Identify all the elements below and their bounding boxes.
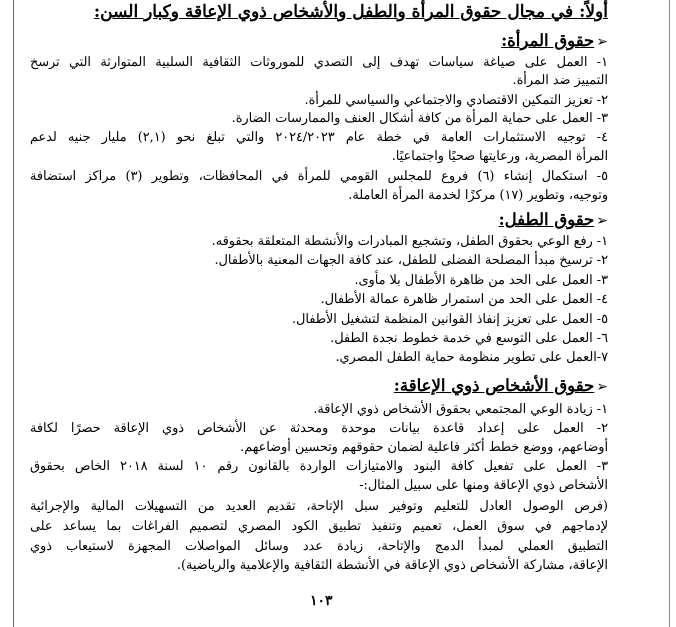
text-line: ١- زيادة الوعي المجتمعي بحقوق الأشخاص ذوي الإعاقة. <box>313 402 608 417</box>
text-line: ٦- العمل على التوسع في خدمة خطوط نجدة الطفل. <box>330 331 608 346</box>
text-line: ٤- العمل على الحد من استمرار ظاهرة عمالة الأطفال. <box>320 292 608 307</box>
text-line: ٥- استكمال إنشاء (٦) فروع للمجلس القومي للمرأة في المحافظات، وتطوير (٣) مراكز استضافة <box>30 169 608 184</box>
text-line: ٢- ترسيخ مبدأ المصلحة الفضلى للطفل، عند كافة الجهات المعنية بالأطفال. <box>214 253 608 268</box>
section-heading-text: حقوق الطفل: <box>498 210 595 229</box>
text-line: ٣- العمل على الحد من ظاهرة الأطفال بلا مأوى. <box>354 273 608 288</box>
arrow-bullet-icon: ➢ <box>596 379 608 395</box>
text-line: لإدماجهم في سوق العمل، تعميم وتنفيذ تطبيق الكود المصري لتصميم الفراغات بما يساعد على <box>30 519 608 534</box>
text-line: ٧-العمل على تطوير منظومة حماية الطفل المصري. <box>335 350 608 365</box>
text-line: التمييز ضد المرأة. <box>512 73 608 88</box>
text-line: ٣- العمل على تفعيل كافة البنود والامتيازات الواردة بالقانون رقم ١٠ لسنة ٢٠١٨ الخاص بحقوق <box>30 459 608 474</box>
text-line: ٢- تعزيز التمكين الاقتصادي والاجتماعي والسياسي للمرأة. <box>304 93 608 108</box>
text-line: (فرص الوصول العادل للتعليم وتوفير سبل الإتاحة، تقديم العديد من التسهيلات المالية والإجرائية <box>30 499 608 514</box>
section-heading-women <box>501 31 608 52</box>
section-heading-children <box>499 210 608 231</box>
text-line: الإعاقة، مشاركة الأشخاص ذوي الإعاقة في الأنشطة الثقافية والإعلامية والرياضية). <box>176 558 608 573</box>
page-border-right <box>669 0 670 627</box>
page-border-left <box>13 0 14 627</box>
section-heading-text: حقوق المرأة: <box>501 31 595 50</box>
arrow-bullet-icon: ➢ <box>596 213 608 229</box>
page-title: أولاً: في مجال حقوق المرأة والطفل والأشخاص ذوي الإعاقة وكبار السن: <box>93 2 608 22</box>
text-line: الأشخاص ذوي الإعاقة ومنها على سبيل المثال:- <box>359 478 608 493</box>
text-line: وتوجيه، وتطوير (١٧) مركزًا لخدمة المرأة العاملة. <box>348 188 608 203</box>
page-number: ١٠٣ <box>310 593 333 609</box>
text-line: ٢- العمل على إعداد قاعدة بيانات موحدة ومحدثة عن الأشخاص ذوي الإعاقة حصرًا لكافة <box>30 421 608 436</box>
arrow-bullet-icon: ➢ <box>596 34 608 50</box>
section-heading-text: حقوق الأشخاص ذوي الإعاقة: <box>393 376 595 395</box>
text-line: ١- رفع الوعي بحقوق الطفل، وتشجيع المبادرات والأنشطة المتعلقة بحقوقه. <box>211 234 608 249</box>
text-line: التطبيق العملي لمبدأ الدمج والإتاحة، زيادة عدد وسائل المواصلات المجهزة لاستيعاب ذوي <box>30 539 608 554</box>
text-line: ٤- توجيه الاستثمارات العامة في خطة عام ٢٠٢٤/٢٠٢٣ والتي تبلغ نحو (٢,١) مليار جنيه لدعم <box>30 130 608 145</box>
text-line: المرأة المصرية، ورعايتها صحيًا واجتماعيًا. <box>391 149 608 164</box>
text-line: ١- العمل على صياغة سياسات تهدف إلى التصدي للموروثات الثقافية السلبية المتوارثة التي ترسخ <box>30 55 608 70</box>
text-line: ٣- العمل على حماية المرأة من كافة أشكال العنف والممارسات الضارة. <box>231 111 608 126</box>
text-line: أوضاعهم، ووضع خطط أكثر فاعلية لضمان حقوقهم وتحسين أوضاعهم. <box>240 440 608 455</box>
section-heading-disabilities <box>394 376 608 397</box>
text-line: ٥- العمل على تعزيز إنفاذ القوانين المنظمة لتشغيل الأطفال. <box>291 312 608 327</box>
document-page <box>30 0 608 627</box>
